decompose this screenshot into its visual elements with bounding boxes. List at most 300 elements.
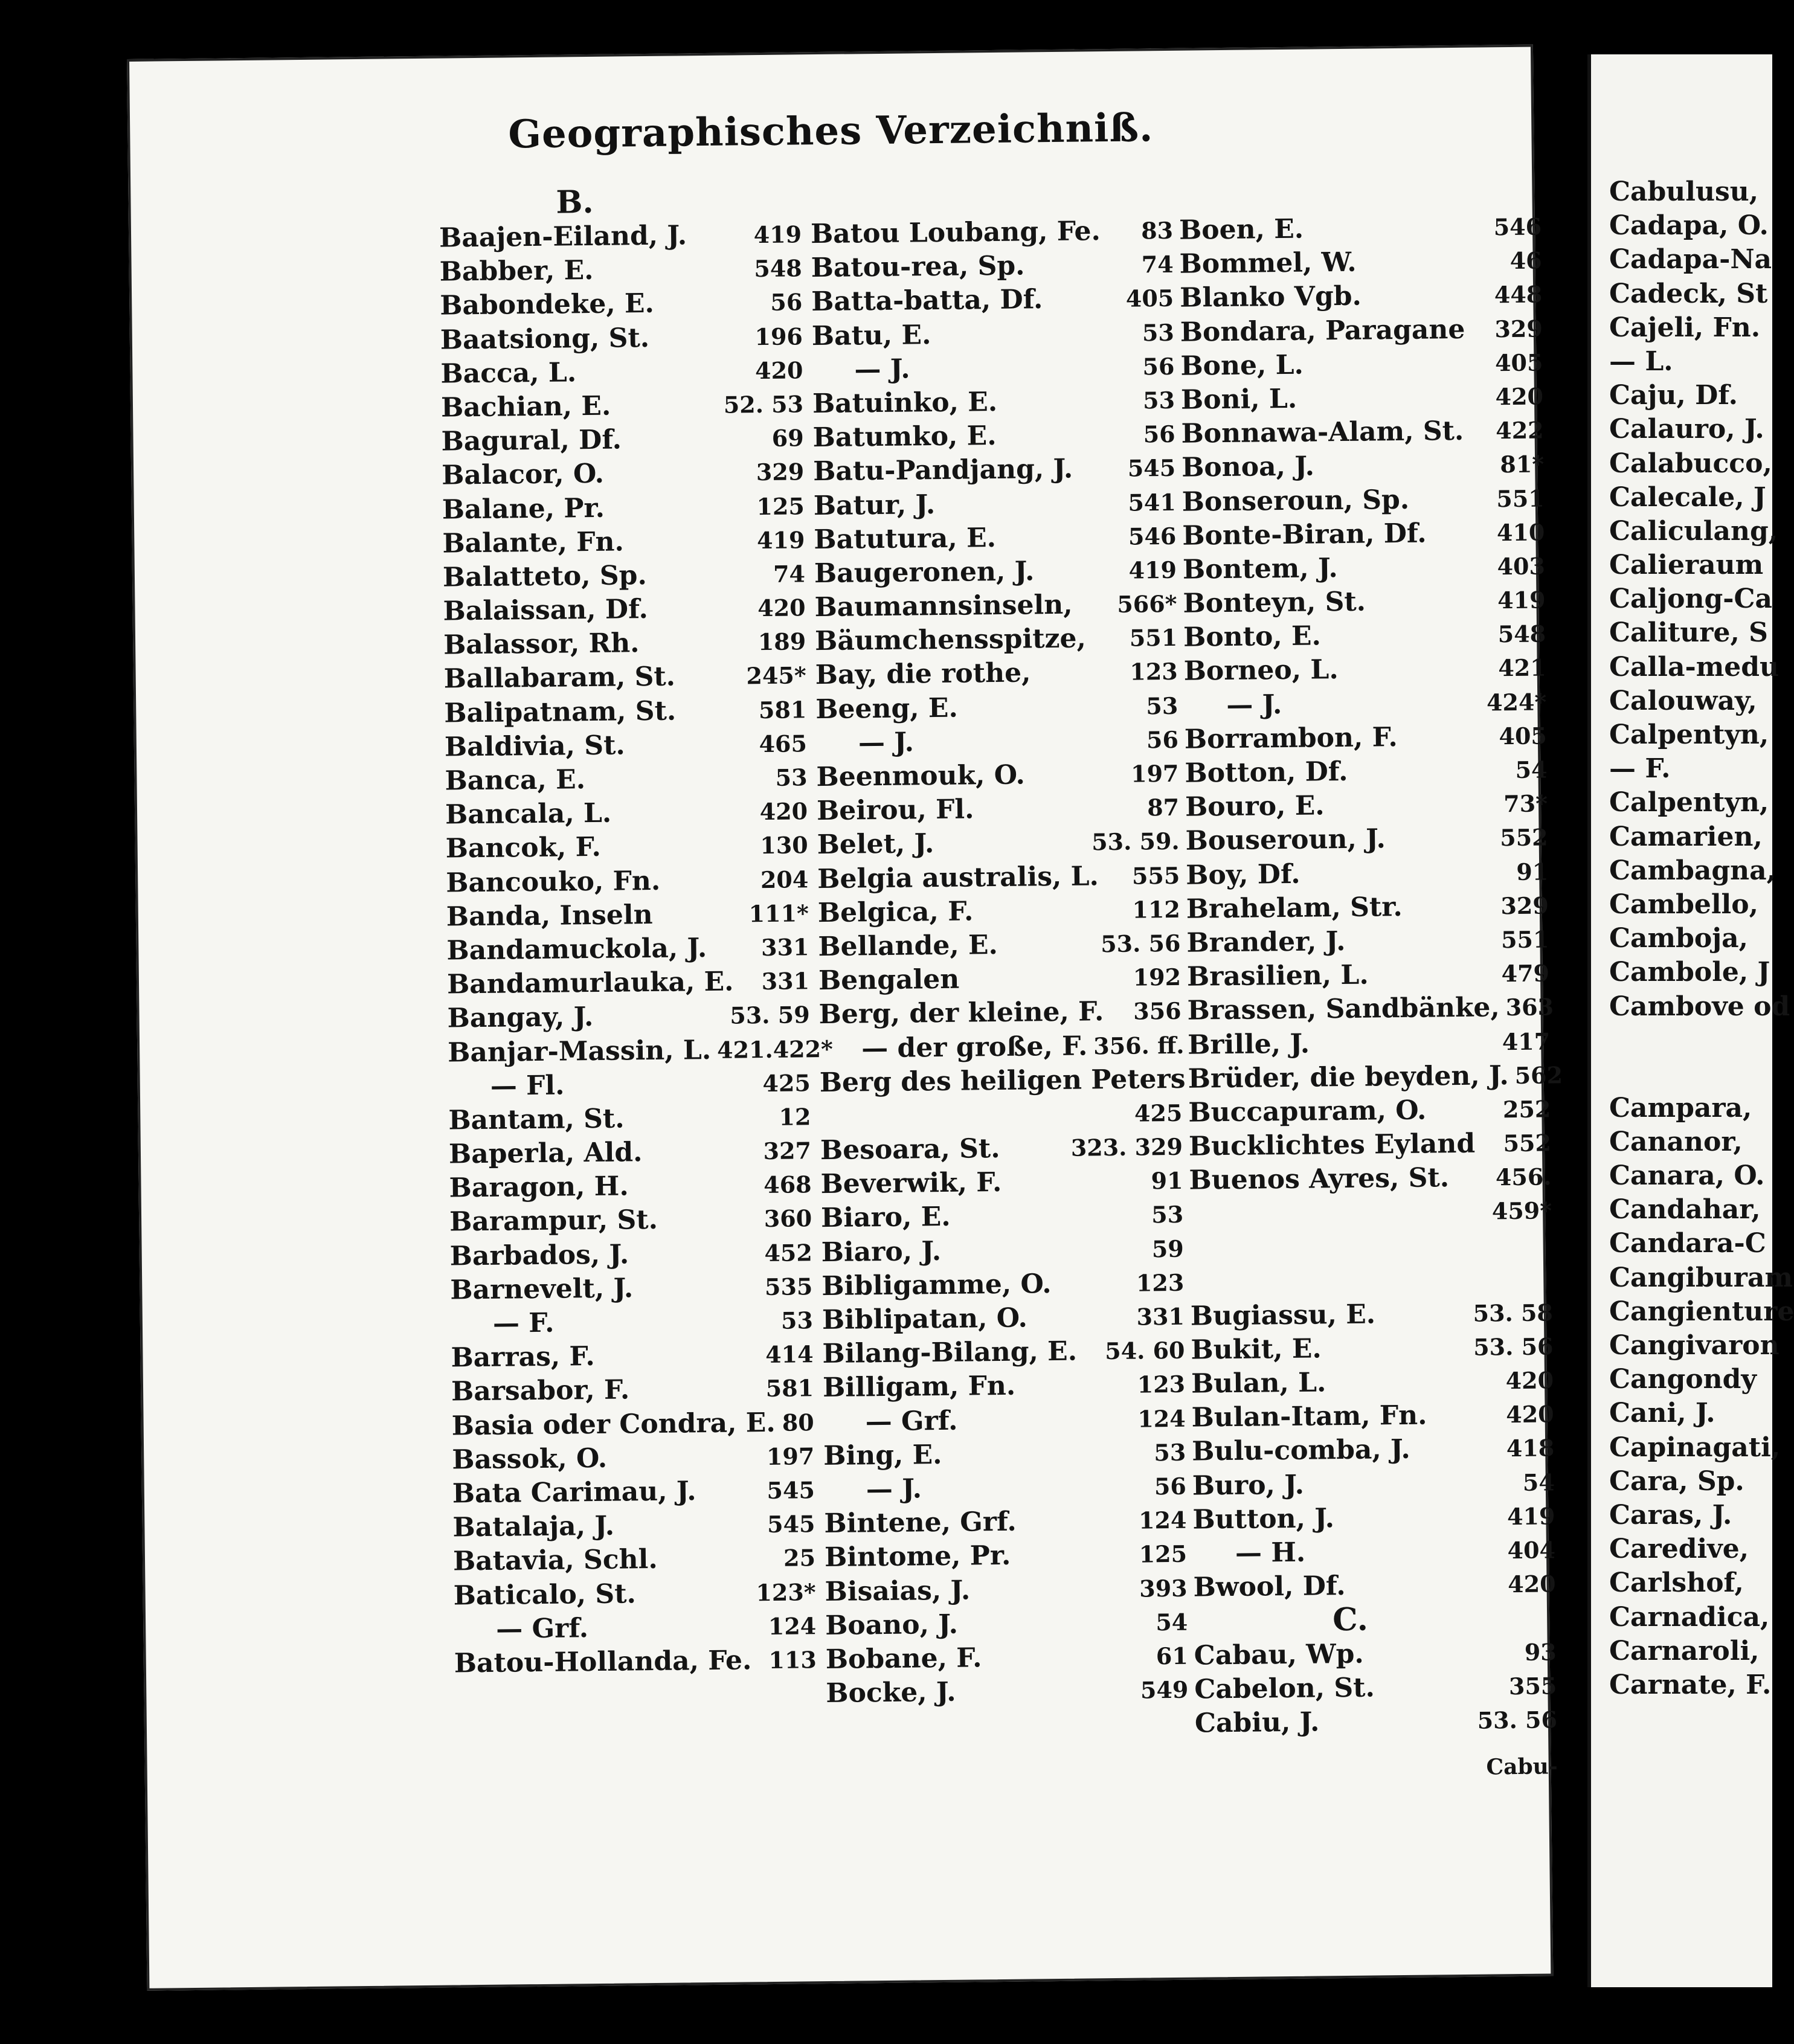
entry-name: Balipatnam, St.	[444, 695, 677, 729]
entry-name: Brahelam, Str.	[1186, 891, 1403, 925]
entry-page: 197	[1130, 759, 1179, 788]
entry-page: 541	[1128, 488, 1177, 516]
index-entry	[1183, 617, 1546, 655]
index-entry	[453, 1541, 816, 1579]
entry-name: Bonto, E.	[1183, 620, 1322, 653]
entry-name: — der große, F.	[861, 1030, 1088, 1064]
index-entry	[815, 655, 1178, 692]
next-page-entry: Carnaroli,	[1609, 1635, 1760, 1666]
entry-name: Borneo, L.	[1183, 654, 1339, 687]
index-entry	[1183, 651, 1546, 689]
entry-name: Baragon, H.	[449, 1171, 629, 1204]
entry-name: Bancala, L.	[445, 797, 612, 831]
index-entry	[449, 1236, 812, 1273]
entry-name: Batuinko, E.	[812, 386, 998, 420]
next-page-entry: Caras, J.	[1609, 1499, 1732, 1531]
entry-name: Bone, L.	[1180, 349, 1304, 382]
index-entry	[824, 1503, 1187, 1541]
entry-page: 54	[1522, 1468, 1555, 1496]
entry-page: 545	[1127, 454, 1176, 482]
index-entry	[817, 858, 1180, 896]
next-page-entry: Carlshof,	[1609, 1567, 1744, 1599]
index-column-3	[1178, 173, 1563, 1780]
entry-name: Barampur, St.	[449, 1204, 658, 1238]
index-entry	[1194, 1635, 1557, 1673]
index-entry	[1191, 1398, 1554, 1435]
index-entry	[1189, 1126, 1552, 1163]
entry-name: Besoara, St.	[820, 1133, 1000, 1166]
index-entry	[441, 421, 804, 458]
entry-page: 420	[1505, 1366, 1554, 1395]
entry-name: Balatteto, Sp.	[442, 559, 647, 593]
section-heading	[810, 178, 1173, 217]
entry-page: 424*	[1486, 688, 1547, 716]
entry-name: Biaro, E.	[820, 1201, 951, 1234]
entry-page: 53	[1146, 692, 1178, 720]
index-entry	[1195, 1703, 1558, 1740]
entry-name: Biblipatan, O.	[821, 1302, 1028, 1336]
entry-page: 91	[1151, 1167, 1183, 1195]
entry-page: 410	[1496, 518, 1545, 546]
index-entry	[440, 286, 803, 323]
entry-name: Batalaja, J.	[452, 1510, 615, 1543]
index-entry	[1185, 719, 1548, 756]
entry-page: 417	[1502, 1027, 1551, 1055]
next-page-entry: Caliture, S	[1609, 617, 1768, 649]
next-page-entry: Cani, J.	[1609, 1398, 1715, 1429]
index-entry	[817, 824, 1180, 862]
index-entry	[453, 1575, 816, 1613]
entry-page: 425	[762, 1069, 811, 1097]
index-entry	[440, 320, 803, 357]
entry-page: 124	[1138, 1506, 1187, 1534]
entry-page: 53. 56	[1477, 1706, 1558, 1734]
entry-page: 56	[1146, 725, 1179, 754]
entry-page: 53. 59	[730, 1001, 810, 1029]
index-entry	[1186, 855, 1549, 892]
entry-page: 323. 329	[1070, 1133, 1183, 1162]
next-page-entry: Calieraum	[1609, 550, 1764, 581]
next-page-entry: Cadapa-Na	[1609, 244, 1772, 275]
entry-page: 93	[1524, 1637, 1557, 1666]
entry-name: Buccapuram, O.	[1188, 1094, 1427, 1128]
entry-page: 419	[756, 525, 805, 554]
index-entry	[442, 489, 805, 527]
section-heading	[1178, 173, 1542, 213]
entry-name: Biaro, J.	[821, 1235, 942, 1268]
entry-name: Cabiu, J.	[1194, 1706, 1320, 1739]
entry-page: 56	[1142, 352, 1175, 381]
index-entry	[447, 1032, 834, 1070]
entry-page: 123	[1136, 1268, 1185, 1297]
entry-name: Baugeronen, J.	[814, 556, 1035, 590]
index-entry	[1183, 583, 1546, 621]
entry-page: 419	[1497, 586, 1546, 614]
entry-name: — J.	[858, 727, 915, 759]
entry-name: Banda, Inseln	[446, 899, 653, 933]
entry-page: 535	[764, 1273, 813, 1300]
entry-page: 418	[1506, 1434, 1555, 1462]
index-entry	[454, 1609, 817, 1647]
index-entry	[1186, 889, 1549, 926]
entry-name: Baldivia, St.	[444, 730, 625, 763]
entry-name: Bandamuckola, J.	[446, 932, 707, 966]
entry-name: Bonte-Biran, Df.	[1182, 518, 1427, 551]
entry-name: — H.	[1235, 1537, 1306, 1569]
entry-name: Cabau, Wp.	[1194, 1638, 1364, 1671]
index-entry	[439, 252, 802, 289]
index-entry	[1191, 1363, 1554, 1401]
index-entry	[452, 1507, 815, 1544]
next-page-entry: Calla-medu	[1609, 651, 1780, 683]
entry-name: Bouro, E.	[1185, 790, 1325, 823]
entry-page: 81*	[1500, 450, 1545, 478]
entry-name: — Grf.	[865, 1405, 958, 1437]
entry-page: 54	[1515, 756, 1548, 783]
index-entry	[1191, 1329, 1554, 1367]
index-entry	[812, 384, 1175, 421]
entry-page: 53. 56	[1100, 929, 1181, 958]
index-entry	[1181, 379, 1544, 417]
entry-name: Bengalen	[818, 963, 960, 997]
index-entry	[811, 214, 1174, 251]
next-page-entry: Cangienture	[1609, 1296, 1794, 1327]
entry-page: 53	[1151, 1201, 1184, 1229]
entry-name: Batu-Pandjang, J.	[812, 453, 1073, 487]
entry-page: 113	[768, 1646, 817, 1674]
index-entry	[812, 417, 1175, 455]
entry-name: Boano, J.	[825, 1609, 959, 1641]
entry-page: 329	[756, 458, 805, 486]
entry-name: Baperla, Ald.	[448, 1137, 643, 1170]
entry-page: 130	[760, 831, 808, 860]
entry-page: 74	[773, 560, 806, 588]
index-entry	[451, 1372, 814, 1409]
column-entries	[811, 214, 1189, 1711]
entry-page: 419	[1506, 1502, 1555, 1530]
index-entry	[1192, 1465, 1555, 1503]
next-page-entry: — L.	[1609, 345, 1673, 377]
entry-page: 548	[754, 254, 802, 283]
entry-name	[1189, 1198, 1190, 1232]
next-page-entry: Caliculang,	[1609, 515, 1778, 547]
entry-page: 54	[1156, 1608, 1188, 1636]
entry-page: 479	[1501, 959, 1550, 988]
index-entry	[443, 659, 806, 696]
next-page-entry: Carnate, F.	[1609, 1669, 1772, 1700]
entry-name: — J.	[854, 353, 910, 385]
index-entry	[445, 829, 808, 866]
entry-name: Bucklichtes Eyland	[1188, 1128, 1476, 1162]
entry-page: 452	[764, 1238, 812, 1267]
index-entry	[1188, 1058, 1563, 1096]
index-entry	[444, 693, 807, 730]
index-entry	[440, 353, 803, 391]
entry-name: Bulan-Itam, Fn.	[1191, 1400, 1427, 1433]
entry-page: 61	[1156, 1642, 1189, 1670]
index-entry	[1194, 1669, 1557, 1706]
index-entry	[1185, 787, 1548, 824]
index-entry	[1191, 1296, 1554, 1333]
entry-page: 87	[1146, 794, 1180, 821]
index-entry	[451, 1337, 814, 1375]
entry-page: 420	[1508, 1570, 1556, 1598]
index-entry	[816, 723, 1179, 760]
entry-page: 403	[1497, 552, 1546, 580]
index-entry	[1193, 1533, 1556, 1570]
entry-name: Bing, E.	[823, 1439, 942, 1471]
entry-page: 404	[1507, 1536, 1556, 1564]
entry-name: Brassen, Sandbänke,	[1187, 992, 1500, 1027]
index-entry	[822, 1300, 1185, 1337]
entry-name: Berg, der kleine, F.	[818, 996, 1104, 1030]
index-entry	[446, 930, 809, 968]
entry-page: 331	[761, 967, 810, 995]
entry-name: Bontem, J.	[1182, 552, 1338, 585]
entry-name: Bäumchensspitze,	[814, 623, 1087, 657]
entry-page: 53. 56	[1473, 1332, 1554, 1361]
next-page-entry: Cambagna,	[1609, 855, 1776, 886]
next-page-edge	[1587, 54, 1794, 1987]
entry-page: 414	[765, 1340, 814, 1369]
next-page-entry: Candara-C	[1609, 1228, 1766, 1259]
index-entry	[823, 1436, 1186, 1473]
index-entry	[1182, 515, 1545, 553]
index-column-2	[810, 178, 1188, 1711]
entry-name: Bacca, L.	[440, 356, 577, 390]
entry-page: 327	[763, 1137, 812, 1165]
entry-name: Borrambon, F.	[1184, 721, 1398, 755]
index-entry	[443, 625, 806, 663]
index-entry	[439, 217, 802, 255]
entry-page: 405	[1499, 722, 1548, 750]
entry-page: 419	[1128, 556, 1177, 584]
index-entry	[814, 519, 1177, 557]
entry-name: Barras, F.	[451, 1341, 595, 1374]
entry-page: 465	[759, 730, 808, 757]
entry-name: Barbados, J.	[449, 1239, 629, 1272]
entry-page: 363	[1505, 993, 1554, 1021]
entry-name: Balaissan, Df.	[443, 594, 649, 627]
next-page-entry: Cadeck, St	[1609, 278, 1768, 309]
next-page-entry: Cara, Sp.	[1609, 1465, 1744, 1497]
next-page-entry: Calouway,	[1609, 685, 1757, 716]
entry-page: 197	[766, 1442, 815, 1470]
entry-name: Buro, J.	[1192, 1469, 1305, 1502]
entry-page: 546	[1128, 522, 1177, 550]
index-entry	[1181, 414, 1544, 451]
entry-name: Belgica, F.	[817, 896, 974, 928]
entry-page: 125	[756, 492, 805, 520]
index-entry	[812, 315, 1175, 353]
entry-name: Bagural, Df.	[441, 424, 622, 457]
entry-page: 69	[771, 424, 804, 452]
entry-page: 551	[1496, 484, 1545, 512]
entry-page: 125	[1139, 1540, 1188, 1568]
entry-page: 468	[764, 1171, 812, 1199]
index-entry	[811, 281, 1174, 319]
index-entry	[825, 1537, 1188, 1575]
section-heading: C.	[1332, 1601, 1369, 1639]
entry-page: 405	[1494, 349, 1543, 377]
next-page-entry: Carnadica,	[1609, 1601, 1770, 1633]
index-entry	[442, 523, 805, 561]
entry-page: 12	[779, 1103, 811, 1131]
index-entry	[1192, 1499, 1555, 1537]
entry-page: 581	[758, 695, 807, 724]
next-page-entry: Caju, Df.	[1609, 380, 1738, 411]
entry-page: 74	[1141, 251, 1174, 278]
page-title: Geographisches Verzeichniß.	[507, 105, 1154, 158]
entry-name: Ballabaram, St.	[443, 661, 676, 695]
entry-name: Bintene, Grf.	[824, 1506, 1017, 1540]
entry-name: Brüder, die beyden, J.	[1188, 1059, 1509, 1094]
entry-name: Bancok, F.	[445, 832, 602, 864]
entry-page: 112	[1132, 895, 1181, 924]
entry-page: 73*	[1503, 789, 1548, 818]
entry-name: Bouseroun, J.	[1185, 823, 1386, 857]
index-entry	[1189, 1160, 1552, 1198]
entry-page: 53	[775, 763, 808, 791]
index-entry	[820, 1164, 1183, 1201]
entry-page: 551	[1129, 624, 1178, 652]
entry-page: 124	[1137, 1404, 1186, 1433]
index-entry	[454, 1643, 817, 1680]
index-entry	[449, 1168, 812, 1205]
entry-name: Berg des heiligen Peters	[819, 1063, 1186, 1098]
next-page-entry: Calpentyn,	[1609, 787, 1769, 818]
entry-name: — J.	[1226, 689, 1282, 721]
entry-page: 123	[1137, 1371, 1186, 1398]
index-entry	[443, 557, 806, 594]
entry-name: — J.	[866, 1473, 922, 1505]
entry-name: Bobane, F.	[825, 1642, 982, 1675]
entry-name: Barnevelt, J.	[450, 1273, 634, 1306]
index-entry	[1180, 278, 1543, 315]
entry-name: Botton, Df.	[1185, 756, 1348, 789]
entry-page: 46	[1509, 246, 1542, 275]
entry-page: 124	[768, 1612, 817, 1640]
entry-page: 53	[1142, 386, 1175, 414]
index-entry	[1187, 991, 1554, 1028]
entry-name: Batumko, E.	[812, 420, 997, 454]
index-entry	[825, 1571, 1188, 1609]
index-entry	[826, 1639, 1189, 1677]
entry-name: Batou Loubang, Fe.	[810, 216, 1101, 250]
entry-page: 52. 53	[723, 390, 804, 419]
entry-name	[1189, 1232, 1190, 1299]
entry-name: Blanko Vgb.	[1179, 280, 1362, 314]
index-entry	[446, 863, 809, 900]
entry-name: Bisaias, J.	[825, 1575, 971, 1607]
index-entry	[451, 1303, 814, 1341]
entry-page: 545	[767, 1510, 815, 1538]
entry-page: 552	[1500, 823, 1548, 852]
entry-name: Beeng, E.	[815, 692, 959, 725]
entry-name: Batutura, E.	[814, 522, 997, 555]
entry-page: 546	[1493, 213, 1542, 241]
index-entry	[812, 350, 1175, 387]
entry-name: Bantam, St.	[448, 1103, 625, 1136]
index-entry	[1182, 481, 1545, 519]
index-entry	[819, 1028, 1185, 1065]
entry-page: 552	[1503, 1129, 1552, 1157]
entry-name: Balante, Fn.	[442, 526, 625, 559]
index-entry	[1180, 345, 1543, 383]
index-entry	[818, 960, 1182, 998]
entry-name: Balacor, O.	[441, 458, 605, 491]
entry-page: 355	[1508, 1672, 1557, 1700]
entry-page: 420	[759, 797, 808, 826]
index-entry	[1188, 1024, 1551, 1062]
entry-page: 356	[1133, 997, 1182, 1025]
entry-name: Brille, J.	[1187, 1028, 1310, 1061]
index-entry	[452, 1439, 815, 1477]
index-entry	[816, 757, 1179, 794]
entry-name: Banjar-Massin, L.	[447, 1034, 712, 1069]
index-entry	[818, 994, 1182, 1032]
entry-name: Barsabor, F.	[451, 1374, 630, 1407]
column-entries	[1178, 210, 1563, 1740]
entry-name: Beverwik, F.	[820, 1167, 1002, 1200]
entry-page: 56	[1154, 1472, 1187, 1500]
index-entry	[825, 1605, 1188, 1642]
entry-name: Bata Carimau, J.	[452, 1476, 696, 1509]
entry-page: 562	[1514, 1061, 1563, 1089]
next-page-entry: Calabucco,	[1609, 448, 1772, 479]
next-page-entry: Camboja,	[1609, 923, 1748, 954]
entry-name: Batou-rea, Sp.	[811, 250, 1025, 284]
index-entry	[819, 1062, 1186, 1099]
entry-name: Bilang-Bilang, E.	[822, 1335, 1078, 1370]
index-entry	[448, 1100, 811, 1137]
entry-name: Bay, die rothe,	[815, 657, 1031, 691]
entry-page: 56	[770, 288, 803, 317]
index-entry	[442, 455, 805, 493]
entry-page: 420	[1495, 382, 1544, 411]
entry-name: Bonteyn, St.	[1183, 586, 1366, 619]
index-entry	[818, 893, 1181, 930]
entry-name: Babber, E.	[439, 255, 594, 288]
entry-page: 252	[1502, 1095, 1551, 1123]
entry-name: Buenos Ayres, St.	[1189, 1162, 1450, 1196]
next-page-entry: Cadapa, O.	[1609, 210, 1769, 242]
entry-name: Cabelon, St.	[1194, 1672, 1375, 1705]
entry-name: Bulan, L.	[1191, 1367, 1326, 1400]
entry-page: 425	[1134, 1099, 1183, 1127]
entry-name: Bocke, J.	[826, 1676, 956, 1709]
entry-name: Baumannsinseln,	[814, 589, 1073, 623]
next-page-entry: Caljong-Ca	[1609, 583, 1773, 615]
section-heading: B.	[556, 183, 594, 221]
next-page-entry: Capinagati,	[1609, 1432, 1781, 1463]
entry-name: Batavia, Schl.	[452, 1544, 658, 1577]
entry-name: Bwool, Df.	[1193, 1570, 1346, 1603]
index-entry	[1184, 685, 1547, 722]
next-page-entry: Caredive,	[1609, 1534, 1749, 1565]
index-entry	[441, 387, 804, 425]
entry-page: 548	[1497, 620, 1546, 648]
entry-page: 91	[1516, 857, 1549, 885]
entry-page: 421.422*	[716, 1035, 834, 1064]
entry-page: 420	[757, 594, 806, 622]
index-entry	[1189, 1194, 1552, 1232]
entry-name: Bellande, E.	[818, 929, 998, 963]
entry-name: Belet, J.	[817, 828, 934, 861]
entry-page: 545	[767, 1476, 815, 1504]
entry-page: 555	[1131, 861, 1180, 890]
index-entry	[814, 485, 1177, 522]
